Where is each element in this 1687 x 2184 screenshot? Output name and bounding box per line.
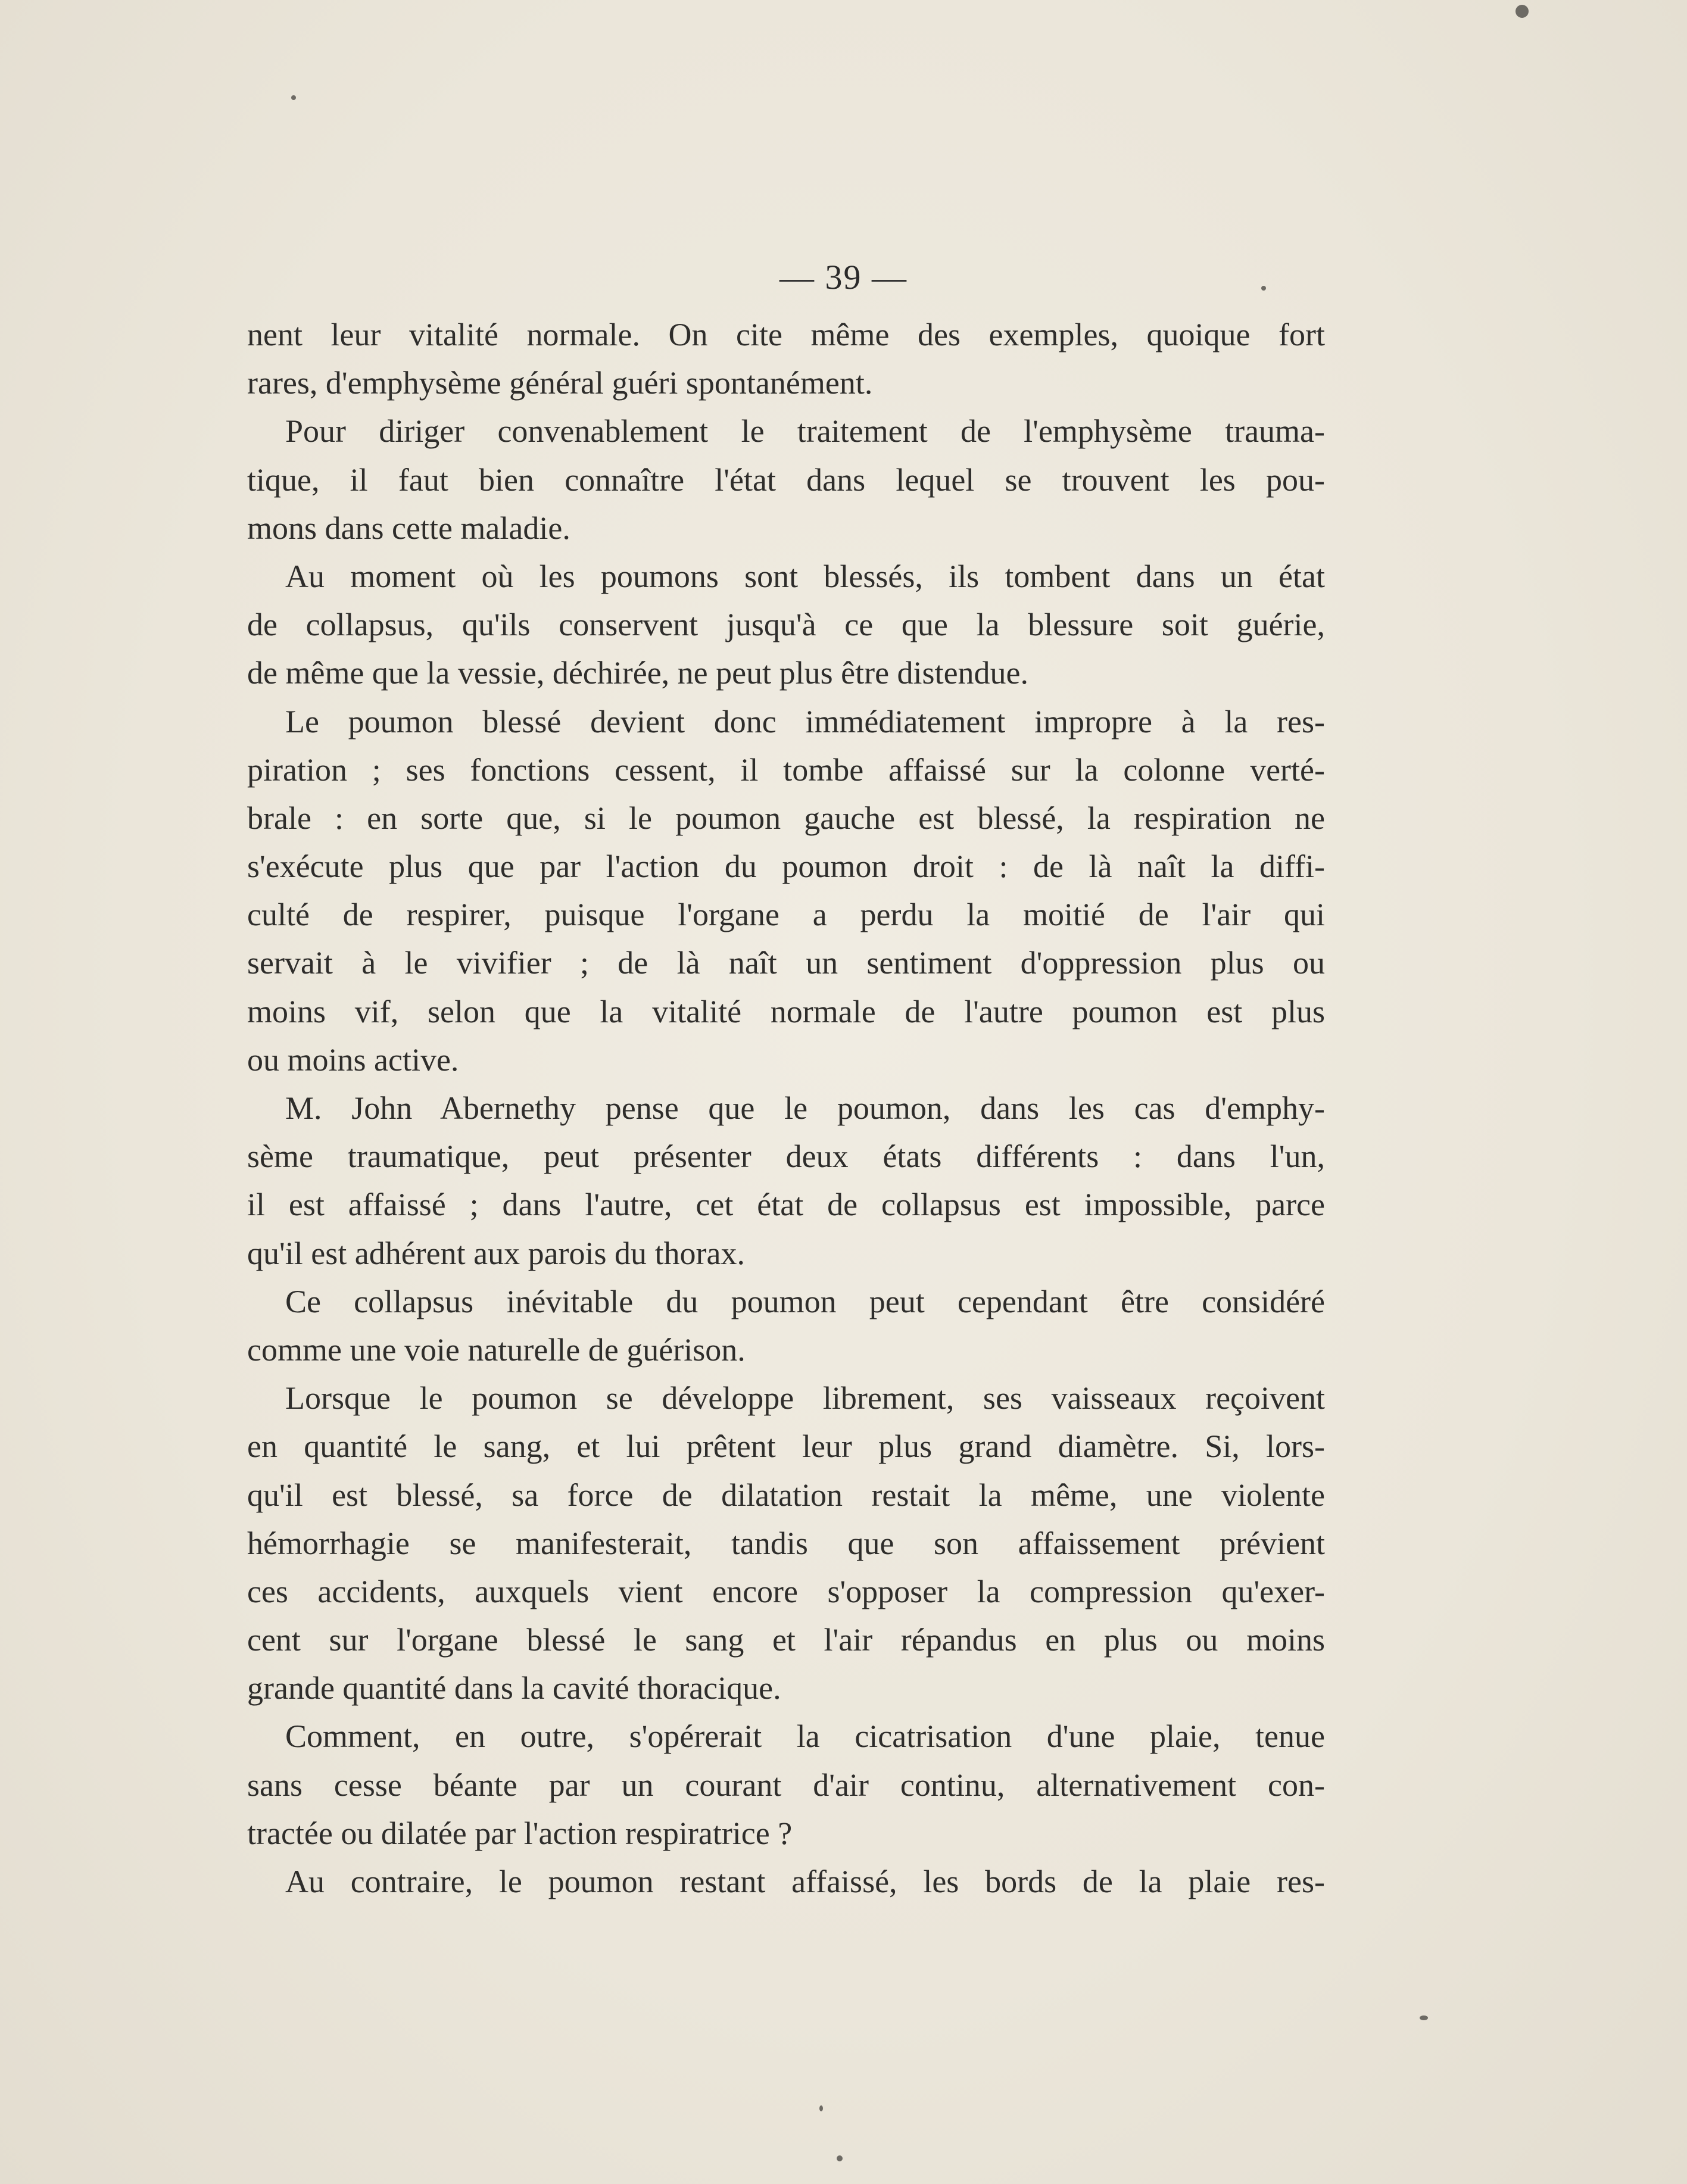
text-line: brale : en sorte que, si le poumon gauche est blessé, la respiration ne [247,800,1325,836]
paper-speck [291,95,296,100]
paper-speck [1516,5,1529,18]
text-line: ces accidents, auxquels vient encore s'opposer la compression qu'exer- [247,1573,1325,1609]
text-line: grande quantité dans la cavité thoracique. [247,1670,781,1706]
text-line: hémorrhagie se manifesterait, tandis que son affaissement prévient [247,1525,1325,1561]
page-number: — 39 — [779,258,908,297]
text-line: servait à le vivifier ; de là naît un sentiment d'oppression plus ou [247,945,1325,981]
text-line: nent leur vitalité normale. On cite même des exemples, quoique fort [247,317,1325,352]
text-line: piration ; ses fonctions cessent, il tombe affaissé sur la colonne verté- [247,751,1325,788]
text-line: Le poumon blessé devient donc immédiatement impropre à la res- [285,703,1325,740]
paper-speck [1420,2015,1428,2020]
paper-speck [819,2105,823,2111]
text-line: M. John Abernethy pense que le poumon, dans les cas d'emphy- [285,1090,1325,1126]
text-line: Pour diriger convenablement le traitement de l'emphysème trauma- [285,413,1325,450]
text-line: cent sur l'organe blessé le sang et l'air répandus en plus ou moins [247,1622,1325,1658]
text-line: tractée ou dilatée par l'action respiratrice ? [247,1815,793,1851]
text-line: culté de respirer, puisque l'organe a perdu la moitié de l'air qui [247,897,1325,933]
text-line: en quantité le sang, et lui prêtent leur plus grand diamètre. Si, lors- [247,1428,1325,1465]
body-text [247,311,1325,1906]
text-line: rares, d'emphysème général guéri spontanément. [247,365,873,401]
text-line: sème traumatique, peut présenter deux états différents : dans l'un, [247,1138,1325,1175]
text-line: de collapsus, qu'ils conservent jusqu'à ce que la blessure soit guérie, [247,607,1325,643]
text-line: Comment, en outre, s'opérerait la cicatrisation d'une plaie, tenue [285,1718,1325,1755]
text-line: ou moins active. [247,1041,459,1078]
text-line: de même que la vessie, déchirée, ne peut plus être distendue. [247,655,1029,691]
paper-speck [1261,286,1266,291]
text-line: Au moment où les poumons sont blessés, ils tombent dans un état [285,558,1325,594]
text-line: Lorsque le poumon se développe librement, ses vaisseaux reçoivent [285,1380,1325,1417]
paper-speck [837,2155,843,2161]
text-line: moins vif, selon que la vitalité normale de l'autre poumon est plus [247,993,1325,1029]
text-line: mons dans cette maladie. [247,510,570,546]
text-line: il est affaissé ; dans l'autre, cet état de collapsus est impossible, parce [247,1187,1325,1223]
text-line: Au contraire, le poumon restant affaissé, les bords de la plaie res- [285,1864,1325,1899]
text-line: qu'il est blessé, sa force de dilatation restait la même, une violente [247,1477,1325,1513]
text-line: s'exécute plus que par l'action du poumon droit : de là naît la diffi- [247,848,1325,885]
text-line: Ce collapsus inévitable du poumon peut cependant être considéré [285,1283,1325,1319]
text-line: comme une voie naturelle de guérison. [247,1331,746,1368]
text-line: qu'il est adhérent aux parois du thorax. [247,1235,745,1271]
text-line: sans cesse béante par un courant d'air continu, alternativement con- [247,1767,1325,1803]
text-line: tique, il faut bien connaître l'état dans lequel se trouvent les pou- [247,461,1325,498]
